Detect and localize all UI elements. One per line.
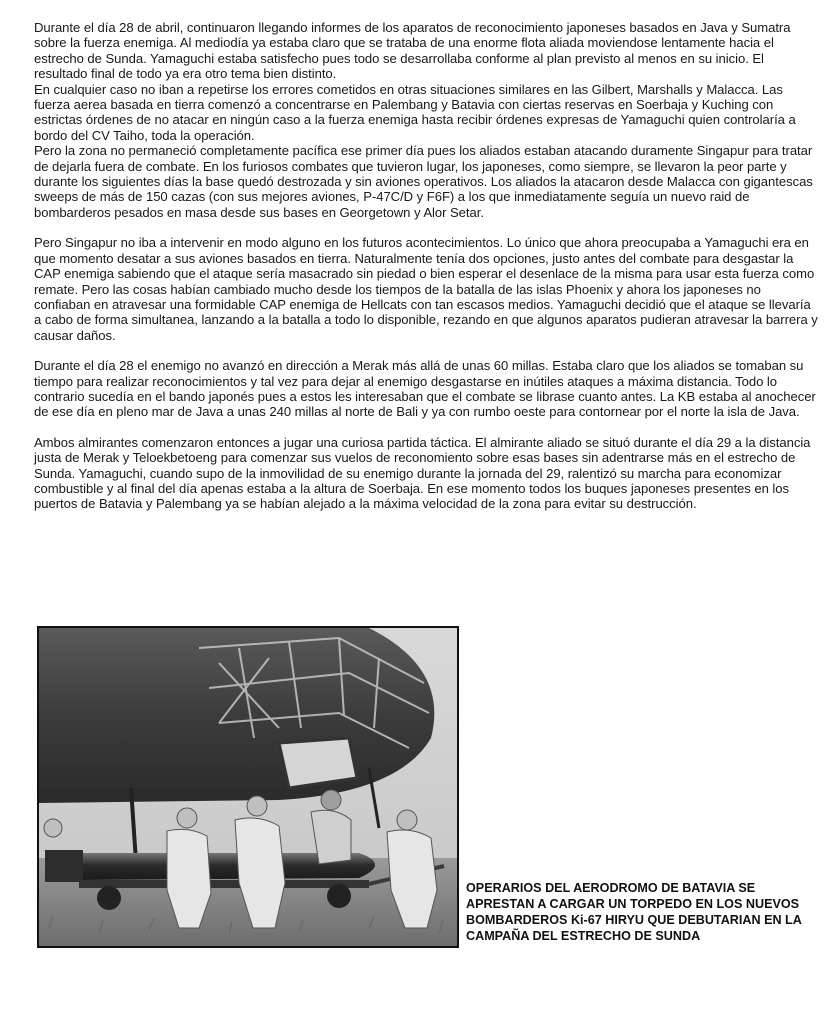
paragraph-6: Ambos almirantes comenzaron entonces a jugar una curiosa partida táctica. El almirante aliado se situó durante el día 29 a la distancia justa de Merak y Teloekbetoeng para comenzar sus vuelos de reconomiento sobre esas bases sin adentrarse más en el estrecho de Sunda. Yamaguchi, cuando supo de la inmovilidad de su enemigo durante la jornada del 29, ralentizó su marcha para economizar combustible y al final del día apenas estaba a la altura de Soerbaja. En ese momento todos los buques japoneses presentes en los puertos de Batavia y Palembang ya se habían alejado a la máxima velocidad de la zona para evitar su destrucción. — [34, 434, 811, 512]
bomber-torpedo-photo — [37, 626, 459, 948]
paragraph-5: Durante el día 28 el enemigo no avanzó en dirección a Merak más allá de unas 60 millas. Estaba claro que los aliados se tomaban su tiempo para realizar reconocimientos y tal vez para dejar al enemigo desgastarse en inútiles ataques a máxima distancia. Todo lo contrario sucedía en el bando japonés pues a estos les interesaban que el combate se librase cuanto antes. La KB estaba al anochecer de ese día en pleno mar de Java a unas 240 millas al norte de Bali y ya con rumbo oeste para contornear por el norte la isla de Java. — [34, 358, 816, 420]
photo-illustration — [39, 628, 457, 946]
paragraph-4: Pero Singapur no iba a intervenir en modo alguno en los futuros acontecimientos. Lo único que ahora preocupaba a Yamaguchi era en que momento desatar a sus aviones basados en tierra. Naturalmente tenía dos opciones, justo antes del combate para desgastar la CAP enemiga sabiendo que el ataque sería masacrado sin piedad o bien esperar el desenlace de la misma para usar esta fuerza como remate. Pero las cosas habían cambiado mucho desde los tiempos de la batalla de las islas Phoenix y ahora los japoneses no confiaban en atravesar una formidable CAP enemiga de Hellcats con tan escasos medios. Yamaguchi decidió que el ataque se llevaría a cabo de forma simultanea, lanzando a la batalla a todo lo disponible, rezando en que algunos aparatos pudieran atravesar la barrera y causar daños. — [34, 235, 818, 343]
article-body — [34, 20, 818, 512]
photo-caption: OPERARIOS DEL AERODROMO DE BATAVIA SE APRESTAN A CARGAR UN TORPEDO EN LOS NUEVOS BOMBARDEROS Ki-67 HIRYU QUE DEBUTARIAN EN LA CAMPAÑA DEL ESTRECHO DE SUNDA — [466, 881, 802, 943]
paragraph-3: Pero la zona no permaneció completamente pacífica ese primer día pues los aliados estaban atacando duramente Singapur para tratar de dejarla fuera de combate. En los furiosos combates que tuvieron lugar, los japoneses, como siempre, se llevaron la peor parte y durante los siguientes días la base quedó destrozada y sin aviones operativos. Los aliados la atacaron desde Malacca con gigantescas sweeps de más de 150 cazas (con sus mejores aviones, P-47C/D y F6F) a los que inmediatamente seguía un nuevo raid de bombarderos pesados en masa desde sus bases en Georgetown y Alor Setar. — [34, 143, 813, 220]
paragraph-2: En cualquier caso no iban a repetirse los errores cometidos en otras situaciones similares en las Gilbert, Marshalls y Malacca. Las fuerza aerea basada en tierra comenzó a concentrarse en Palembang y Batavia con ciertas reservas en Soerbaja y Kuching con estrictas órdenes de no atacar en ningún caso a la fuerza enemiga hasta recibir órdenes expresas de Yamaguchi quien controlaría a bordo del CV Taiho, toda la operación. — [34, 81, 796, 143]
paragraph-1: Durante el día 28 de abril, continuaron llegando informes de los aparatos de reconocimiento japoneses basados en Java y Sumatra sobre la fuerza enemiga. Al mediodía ya estaba claro que se trataba de una enorme flota aliada moviendose lentamente hacia el estrecho de Sunda. Yamaguchi estaba satisfecho pues todo se desarrollaba conforme al plan previsto al menos en su inicio. El resultado final de todo ya era otro tema bien distinto. — [34, 20, 791, 82]
